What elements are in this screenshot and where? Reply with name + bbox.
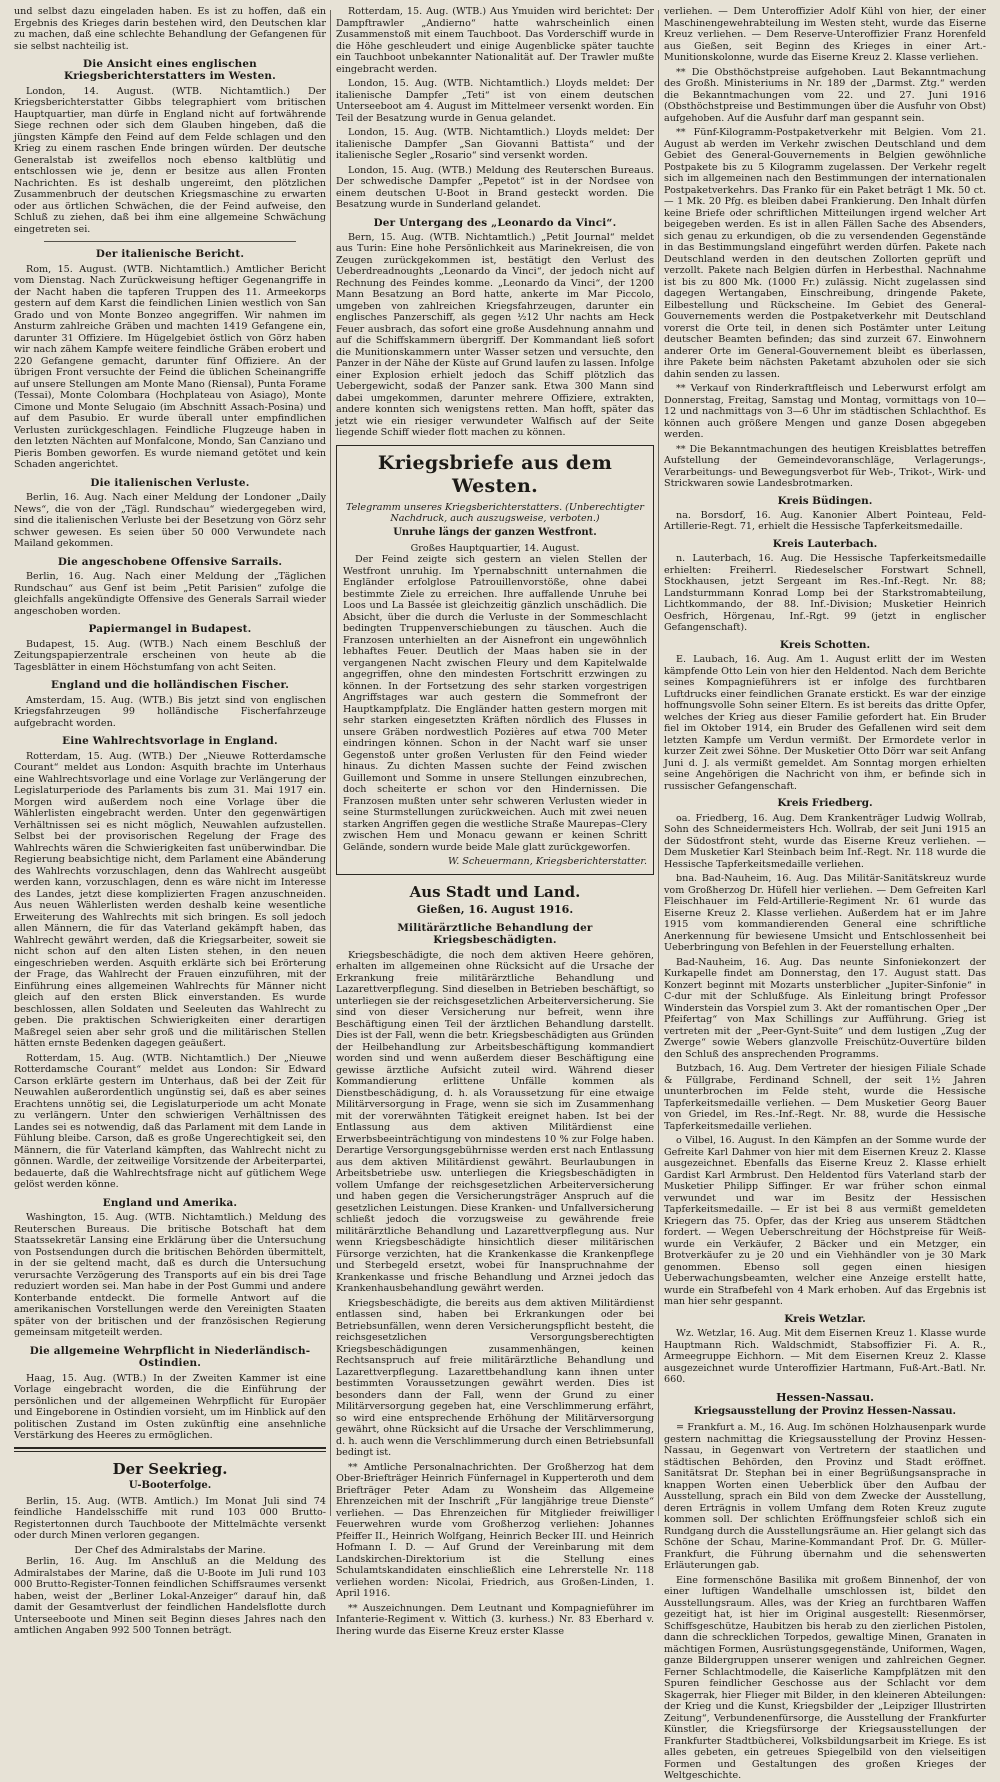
article-paragraph: Kriegsbeschädigte, die bereits aus dem aktiven Militärdienst entlassen sind, haben bei Erkrankungen oder bei Betriebsunfällen, wenn deren Versicherungspflicht besteht, die reichsgesetzlichen Versorgungsberechtigten Kriegsbeschädigungen zusammenhängen, keinen Rechtsanspruch auf freie militärärztliche Behandlung und Lazarettverpflegung. Lazarettbehandlung kann ihnen unter bestimmten Voraussetzungen gewährt werden. Dies ist besonders dann der Fall, wenn der Grund zu einer Militärversorgung gegeben hat, eine Verschlimmerung erfährt, so wird eine entsprechende Erhöhung der Militärversorgung gewährt, ohne Rücksicht auf die Ursache der Verschlimmerung, d. h. auch wenn die Verschlimmerung durch einen Betriebsunfall bedingt ist. [336, 1297, 654, 1459]
column-middle [336, 6, 654, 1637]
article-paragraph: London, 15. Aug. (WTB. Nichtamtlich.) Lloyds meldet: Der italienische Dampfer „Teti“ ist von einem deutschen Unterseeboot am 4. August im Mittelmeer versenkt worden. Ein Teil der Besatzung wurde in Genua gelandet. [336, 78, 654, 124]
article-paragraph: bna. Bad-Nauheim, 16. Aug. Das Militär-Sanitätskreuz wurde vom Großherzog Dr. Hüfell hier verliehen. — Dem Gefreiten Karl Fleischhauer im Feld-Artillerie-Regiment Nr. 61 wurde das Eiserne Kreuz 2. Klasse verliehen. Außerdem hat er im Jahre 1915 vom kommandierenden General eine schriftliche Anerkennung für bewiesene Umsicht und Entschlossenheit bei Ueberbringung von Befehlen in der Feuerstellung erhalten. [664, 873, 986, 954]
newspaper-page [14, 6, 986, 1782]
column-left [14, 6, 326, 1637]
article-paragraph: Berlin, 15. Aug. (WTB. Amtlich.) Im Monat Juli sind 74 feindliche Handelsschiffe mit rund 103 000 Brutto-Registertonnen durch Tauchboote der Mittelmächte versenkt oder durch Minen verloren gegangen. [14, 1495, 326, 1542]
article-paragraph: und selbst dazu eingeladen haben. Es ist zu hoffen, daß ein Ergebnis des Krieges darin bestehen wird, den Deutschen klar zu machen, daß eine schlechte Behandlung der Gefangenen für sie selbst nachteilig ist. [14, 6, 326, 52]
article-paragraph: Der Feind zeigte sich gestern an vielen Stellen der Westfront unruhig. Im Ypernabschnitt unternahmen die Engländer erfolglose Patrouillenvorstöße, ohne dabei bestimmte Ziele zu erreichen. Ihre auffallende Unruhe bei Loos und La Bassée ist gleichzeitig gänzlich unschädlich. Die Absicht, über die durch die Verluste in der Sommeschlacht bedingten Truppenverschiebungen zu täuschen. Auch die Franzosen unterhielten an der Aisnefront ein ungewöhnlich lebhaftes Feuer. Deutlich der Maas haben sie in der vergangenen Nacht zwischen Fleury und dem Kapitelwalde angegriffen, ohne den mindesten Fortschritt erzwingen zu können. In der Fortsetzung des sehr starken vorgestrigen Angriffstages war auch gestern die Sommefront der Hauptkampfplatz. Die Engländer hatten gestern morgen mit sehr starken eingesetzten Kräften nördlich des Flusses in unsere Gräben nordwestlich Pozières auf etwa 700 Meter eindringen können. Schon in der Nacht warf sie unser Gegenstoß unter großen Verlusten für den Feind wieder hinaus. Zu dichten Massen suchte der Feind zwischen Guillemont und Somme in unsere Stellungen einzubrechen, doch scheiterte er schon vor den Hindernissen. Die Franzosen mußten unter sehr schweren Verlusten wieder in seine Sturmstellungen zurückweichen. Auch mit zwei neuen starken Angriffen gegen die westliche Straße Maurepas–Clery zwischen Hem und Monacu gewann er keinen Schritt Gelände, sondern wurde beide Male glatt zurückgeworfen. [343, 554, 647, 853]
article-paragraph: na. Borsdorf, 16. Aug. Kanonier Albert Pointeau, Feld-Artillerie-Regt. 71, erhielt die Hessische Tapferkeitsmedaille. [664, 509, 986, 533]
article-paragraph: Wz. Wetzlar, 16. Aug. Mit dem Eisernen Kreuz 1. Klasse wurde Hauptmann Rich. Waldschmidt, Stabsoffizier Fi. A. R., Armeegruppe Eichhorn. — Mit dem Eisernen Kreuz 2. Klasse ausgezeichnet wurde Unteroffizier Hartmann, Fuß-Art.-Batl. Nr. 660. [664, 1328, 986, 1386]
section-title: Der Seekrieg. [112, 1459, 228, 1478]
district-heading: Kreis Wetzlar. [784, 1312, 866, 1325]
article-headline: Die italienischen Verluste. [90, 476, 250, 489]
article-headline: England und die holländischen Fischer. [50, 679, 290, 692]
subheadline: Kriegsausstellung der Provinz Hessen-Nassau. [694, 1406, 956, 1418]
article-headline: Die Ansicht eines englischen Kriegsberichterstatters im Westen. [64, 58, 276, 83]
article-paragraph: Butzbach, 16. Aug. Dem Vertreter der hiesigen Filiale Schade & Füllgrabe, Ferdinand Schnell, der seit 1½ Jahren ununterbrochen im Felde steht, wurde die Hessische Tapferkeitsmedaille verliehen. — Dem Musketier Georg Bauer von Griedel, im Res.-Inf.-Regt. Nr. 88, wurde die Hessische Tapferkeitsmedaille verliehen. [664, 1063, 986, 1132]
article-paragraph: ** Fünf-Kilogramm-Postpaketverkehr mit Belgien. Vom 21. August ab werden im Verkehr zwischen Deutschland und dem Gebiet des General-Gouvernements in Belgien gewöhnliche Postpakete bis zu 5 Kilogramm zugelassen. Der Verkehr regelt sich im allgemeinen nach den Bestimmungen der internationalen Postpaketverkehrs. Das Franko für ein Paket beträgt 1 Mk. 50 ct. — 1 Mk. 20 Pfg. es bleiben dabei Frankierung. Den Inhalt dürfen keine Briefe oder schriftlichen Mitteilungen irgend welcher Art beigegeben werden. Es ist in allen Fällen Sache des Absenders, sich genau zu erkundigen, ob die zu versendenden Gegenstände in das Bestimmungsland eingeführt werden dürfen. Pakete nach Deutschland werden in den deutschen Zollorten geprüft und verzollt. Pakete nach Belgien dürfen in Herbesthal. Nachnahme ist bis zu 800 Mk. (1000 Fr.) zulässig. Nicht zugelassen sind dagegen Wertangaben, Einschreibung, dringende Pakete, Eilbestellung und Rückscheine. Im Gebiet des General-Gouvernements werden die Postpaketverkehr mit Deutschland vorerst die Orte teil, in denen sich Postämter unter Leitung deutscher Beamten befinden; das sind zurzeit 67. Einwohnern anderer Orte im General-Gouvernement bleibt es überlassen, ihre Pakete beim nächsten Paketamt abzuholen oder sie sich dahin senden zu lassen. [664, 127, 986, 380]
article-paragraph: Rotterdam, 15. Aug. (WTB.) Der „Nieuwe Rotterdamsche Courant“ meldet aus London: Asquith brachte im Unterhaus eine Wahlrechtsvorlage und eine Vorlage zur Verlängerung der Legislaturperiode des Parlaments bis zum 31. Mai 1917 ein. Morgen wird außerdem noch eine Vorlage über die Wählerlisten eingebracht werden. Unter den gegenwärtigen Verhältnissen sei es nicht möglich, Neuwahlen aufzustellen. Selbst bei der provisorischen Regelung der Frage des Wahlrechts wären die Schwierigkeiten fast unüberwindbar. Die Regierung beabsichtige nicht, dem Parlament eine Abänderung des Wahlrechts vorzuschlagen, denn das Wahlrecht ausgeübt werden kann, vorzuschlagen, denn es wäre nicht im Interesse des Landes, jetzt diese komplizierten Fragen anzuschneiden. Aus neuen Wählerlisten werden deshalb keine wesentliche Erweiterung des Wahlrechts mit sich bringen. Es soll jedoch allen Männern, die für das Vaterland gekämpft haben, das Wahlrecht gewährt werden, daß die Kriegsarbeiter, soweit sie nicht schon auf den alten Listen stehen, in den neuen eingeschrieben werden. Asquith erklärte sich bei Erörterung der Frage, das Wahlrecht der Frauen einzuführen, mit der Einführung eines allgemeinen Wahlrechts für Männer nicht gleich auf den ersten Blick einverstanden. Es wurde beschlossen, allen Soldaten und Seeleuten das Wahlrecht zu geben. Die praktischen Schwierigkeiten einer derartigen Maßregel seien aber sehr groß und die militärischen Stellen hätten ernste Bedenken dagegen geäußert. [14, 750, 326, 1050]
article-paragraph: London, 15. Aug. (WTB.) Meldung des Reuterschen Bureaus. Der schwedische Dampfer „Pepetot“ ist in der Nordsee von einem deutschen U-Boot in Brand gesteckt worden. Die Besatzung wurde in Sunderland gelandet. [336, 164, 654, 210]
column-divider [330, 10, 331, 1516]
article-paragraph: London, 15. Aug. (WTB. Nichtamtlich.) Lloyds meldet: Der italienische Dampfer „San Giovanni Battista“ und der italienische Segler „Rosario“ sind versenkt worden. [336, 127, 654, 161]
region-heading: Hessen-Nassau. [776, 1390, 874, 1404]
subheadline: U-Booterfolge. [128, 1479, 212, 1491]
article-headline: Der italienische Bericht. [95, 248, 245, 261]
centered-line: Der Chef des Admiralstabs der Marine. [74, 1544, 266, 1556]
article-headline: Eine Wahlrechtsvorlage in England. [62, 735, 278, 748]
article-paragraph: ** Die Bekanntmachungen des heutigen Kreisblattes betreffen Aufstellung der Gemeindevoranschläge, Verlagerungs-, Verarbeitungs- und Bewegungsverbot für Web-, Trikot-, Wirk- und Strickwaren sowie Landesbrotmarken. [664, 443, 986, 489]
dateline: Gießen, 16. August 1916. [416, 902, 574, 916]
article-paragraph: Budapest, 15. Aug. (WTB.) Nach einem Beschluß der Zeitungspapierzentrale erscheinen von heute ab die Tagesblätter in einem Höchstumfang von acht Seiten. [14, 638, 326, 673]
article-headline: Militärärztliche Behandlung der Kriegsbeschädigten. [397, 921, 593, 947]
district-heading: Kreis Schotten. [779, 638, 871, 651]
article-headline: Der Untergang des „Leonardo da Vinci“. [373, 216, 617, 229]
article-paragraph: Berlin, 16. Aug. Im Anschluß an die Meldung des Admiralstabes der Marine, daß die U-Boote im Juli rund 103 000 Brutto-Register-Tonnen feindlichen Schiffsraumes versenkt haben, weist der „Berliner Lokal-Anzeiger“ darauf hin, daß damit der Gesamtverlust der feindlichen Handelsflotte durch Unterseeboote und Minen seit Beginn dieses Jahres nach den amtlichen Angaben 992 500 Tonnen beträgt. [14, 1556, 326, 1637]
article-paragraph: E. Laubach, 16. Aug. Am 1. August erlitt der im Westen kämpfende Otto Lein von hier den Heldentod. Nach dem Berichte seines Kompagnieführers ist er infolge des furchtbaren Luftdrucks einer feindlichen Granate erstickt. Es war der einzige hoffnungsvolle Sohn seiner Eltern. Es ist bereits das dritte Opfer, welches der Krieg aus dieser Familie gefordert hat. Ein Bruder fiel im Oktober 1914, ein Bruder des Gefallenen wird seit dem letzten Kampfe um Verdun vermißt. Der Ermordete verlor in kurzer Zeit zwei Söhne. Der Musketier Otto Dörr war seit Anfang Juni d. J. als vermißt gemeldet. Am Sonntag morgen erhielten seine Angehörigen die Nachricht von ihm, er befinde sich in russischer Gefangenschaft. [664, 654, 986, 792]
subheadline: Unruhe längs der ganzen Westfront. [393, 526, 597, 538]
article-paragraph: ** Amtliche Personalnachrichten. Der Großherzog hat dem Ober-Briefträger Heinrich Fünfernagel in Kupperteroth und dem Briefträger Peter Adam zu Wonsheim das Allgemeine Ehrenzeichen mit der Inschrift „Für langjährige treue Dienste“ verliehen. — Das Ehrenzeichen für Mitglieder freiwilliger Feuerwehren wurde vom Großherzog verliehen: Johannes Pfeiffer II., Heinrich Wolfgang, Heinrich Becker III. und Heinrich Hofmann I. D. — Auf Grund der Vereinbarung mit dem Landskirchen-Direktorium ist die Stellung eines Schulamtskandidaten einschließlich eine Lehrerstelle Nr. 118 verliehen worden: Nicolai, Friedrich, aus Großen-Linden, 1. April 1916. [336, 1461, 654, 1600]
article-paragraph: verliehen. — Dem Unteroffizier Adolf Kühl von hier, der einer Maschinengewehrabteilung im Westen steht, wurde das Eiserne Kreuz verliehen. — Dem Reserve-Unteroffizier Franz Horenfeld aus Gießen, seit Beginn des Krieges in einer Art.-Munitionskolonne, wurde das Eiserne Kreuz 2. Klasse verliehen. [664, 6, 986, 63]
article-paragraph: Washington, 15. Aug. (WTB. Nichtamtlich.) Meldung des Reuterschen Bureaus. Die britische Botschaft hat dem Staatssekretär Lansing eine Erklärung über die Untersuchung von Postsendungen durch die britischen Behörden übermittelt, in der sie geltend macht, daß es durch die Untersuchung verursachte Verzögerung des Transports auf ein bis drei Tage reduziert worden sei. Man habe in der Post Gummi und andere Konterbande entdeckt. Die formelle Antwort auf die amerikanischen Vorstellungen werde den Vereinigten Staaten später von der britischen und der französischen Regierung gemeinsam mitgeteilt werden. [14, 1212, 326, 1339]
article-paragraph: ** Auszeichnungen. Dem Leutnant und Kompagnieführer im Infanterie-Regiment v. Wittich (3. kurhess.) Nr. 83 Eberhard v. Ihering wurde das Eiserne Kreuz erster Klasse [336, 1602, 654, 1637]
district-heading: Kreis Friedberg. [777, 797, 873, 810]
byline-note: Telegramm unseres Kriegsberichterstatters. (Unberechtigter Nachdruck, auch auszugsweise, verboten.) [346, 501, 644, 525]
article-paragraph: Berlin, 16. Aug. Nach einer Meldung der Londoner „Daily News“, die von der „Tägl. Rundschau“ wiedergegeben wird, sind die italienischen Verluste bei der Besetzung von Görz sehr schwer gewesen. Es seien über 50 000 Verwundete nach Mailand gekommen. [14, 492, 326, 550]
district-heading: Kreis Büdingen. [777, 494, 873, 507]
column-right [664, 6, 986, 1782]
district-heading: Kreis Lauterbach. [772, 537, 878, 550]
article-paragraph: Eine formenschöne Basilika mit großem Binnenhof, der von einer luftigen Wandelhalle umschlossen ist, bildet den Ausstellungsraum. Alles, was der Krieg an furchtbaren Waffen gezeitigt hat, ist hier im Original ausgestellt: Riesenmörser, Schiffsgeschütze, Haubitzen bis herab zu den zierlichen Pistolen, dann die schrecklichen Torpedos, gewaltige Minen, Granaten in mächtigen Formen, Ausrüstungsgegenstände, Uniformen, Wagen, ganze Bildergruppen unserer wenigen und zahlreichen Gegner. Ferner Schlachtmodelle, die Kaiserliche Kampfplätzen mit den Spuren feindlicher Geschosse aus der Schlacht vor dem Skagerrak, hier Flieger mit Bilder, in den kleineren Abteilungen: der Krieg und die Kunst, Kriegsbilder der „Leipziger Illustrirten Zeitung“, Verbundenenfürsorge, die Ausstellung der Frankfurter Künstler, die Kriegsfürsorge der Kriegsausstellungen der Frankfurter Stadtbücherei, Volksbildungsarbeit im Kriege. Es ist alles gebeten, ein getreues Spiegelbild von den vielseitigen Formen und Gestaltungen des großen Krieges der Weltgeschichte. [664, 1574, 986, 1782]
article-paragraph: = Frankfurt a. M., 16. Aug. Im schönen Holzhausenpark wurde gestern nachmittag die Kriegsausstellung der Provinz Hessen-Nassau, in Gegenwart von Vertretern der staatlichen und städtischen Behörden, den Provinz und Stadt eröffnet. Sanitätsrat Dr. Stephan bei in einer Begrüßungsansprache in knappen Worten einen Ueberblick über den Aufbau der Ausstellung, sprach ein Bild von dem Zwecke der Ausstellung, deren Erträgnis in vollem Umfang dem Roten Kreuz zugute kommen soll. Der schlichten Eröffnungsfeier schloß sich ein Rundgang durch die Ausstellungsräume an. Hier gelangt sich das Schöne der Schau, Marine-Kommandant Prof. Dr. G. Müller-Frankfurt, die Führung übernahm und die sehenswerten Erläuterungen gab. [664, 1422, 986, 1572]
article-headline: Die allgemeine Wehrpflicht in Niederländisch-Ostindien. [29, 1344, 311, 1370]
article-headline: Papiermangel in Budapest. [88, 623, 252, 636]
kriegsbriefe-box [336, 445, 654, 875]
section-title: Aus Stadt und Land. [409, 882, 581, 901]
article-paragraph: Bern, 15. Aug. (WTB. Nichtamtlich.) „Petit Journal“ meldet aus Turin: Eine hohe Persönlichkeit aus Marinekreisen, die von Zeugen zurückgekommen ist, bestätigt den Verlust des Ueberdreadnoughts „Leonardo da Vinci“, der jedoch nicht auf Rechnung des Feindes komme. „Leonardo da Vinci“, der 1200 Mann Besatzung an Bord hatte, ankerte im Mar Piccolo, umgeben von zahlreichen Kriegsfahrzeugen, darunter ein englisches Panzerschiff, als gegen ½12 Uhr nachts am Heck Feuer ausbrach, das sofort eine große Ausdehnung annahm und auf die Schiffskammern übergriff. Der Kommandant ließ sofort die Munitionskammern unter Wasser setzen und versuchte, den Panzer in der Nähe der Küste auf Grund laufen zu lassen. Infolge einer Explosion erhielt jedoch das Schiff plötzlich das Uebergewicht, sodaß der Panzer sank. Etwa 300 Mann sind dabei umgekommen, darunter mehrere Offiziere, extrakten, andere konnten sich wenigstens retten. Man hofft, später das jetzt wie ein riesiger verwundeter Walfisch auf der Seite liegende Schiff wieder flott machen zu können. [336, 231, 654, 439]
separator-rule [44, 241, 296, 242]
centered-line: Großes Hauptquartier, 14. August. [410, 542, 580, 554]
article-paragraph: Rotterdam, 15. Aug. (WTB.) Aus Ymuiden wird berichtet: Der Dampftrawler „Andierno“ hatte wahrscheinlich einen Zusammenstoß mit einem Tauchboot. Das Vorderschiff wurde in die Höhe geschleudert und einige Augenblicke später tauchte ein Tauchboot unbekannter Nationalität auf. Der Trawler mußte eingebracht werden. [336, 6, 654, 75]
double-rule [14, 1447, 326, 1452]
article-paragraph: Rotterdam, 15. Aug. (WTB. Nichtamtlich.) Der „Nieuwe Rotterdamsche Courant“ meldet aus London: Sir Edward Carson erklärte gestern im Unterhaus, daß bei der Zeit für Neuwahlen außerordentlich ungünstig sei, daß es aber seines Erachtens unnötig sei, die Legislaturperiode um acht Monate zu verlängern. Unter den schwierigen Verhältnissen des Landes sei es notwendig, daß das Parlament mit dem Lande in Fühlung bleibe. Carson, daß es große Ungerechtigkeit sei, den Männern, die für Vaterland kämpften, das Wahlrecht nicht zu gönnen. Wardle, der zeitweilige Vorsitzende der Arbeiterpartei, bedauerte, daß die Wahlrechtsfrage nicht auf gütlichem Wege gelöst werden könne. [14, 1052, 326, 1191]
article-paragraph: Bad-Nauheim, 16. Aug. Das neunte Sinfoniekonzert der Kurkapelle findet am Donnerstag, den 17. August statt. Das Konzert beginnt mit Mozarts unsterblicher „Jupiter-Sinfonie“ in C-dur mit der Schlußfuge. Als Einleitung bringt Professor Winderstein das Vorspiel zum 3. Akt der romantischen Oper „Der Pfeifertag“ von Max Schillings zur Aufführung. Grieg ist vertreten mit der „Peer-Gynt-Suite“ und dem lustigen „Zug der Zwerge“ sowie Webers glanzvolle Freischütz-Ouvertüre bilden den Schluß des ansprechenden Programms. [664, 956, 986, 1060]
article-paragraph: ** Verkauf von Rinderkraftfleisch und Leberwurst erfolgt am Donnerstag, Freitag, Samstag und Montag, vormittags von 10—12 und nachmittags von 3—6 Uhr im städtischen Schlachthof. Es können auch größere Mengen und ganze Dosen abgegeben werden. [664, 383, 986, 440]
article-paragraph: Haag, 15. Aug. (WTB.) In der Zweiten Kammer ist eine Vorlage eingebracht worden, die die Einführung der persönlichen und der allgemeinen Wehrpflicht für Europäer und Eingeborene in Ostindien vorsieht, um im Hinblick auf den politischen Zustand im Osten zukünftig eine ansehnliche Verstärkung des Heeres zu ermöglichen. [14, 1372, 326, 1442]
kriegsbriefe-title: Kriegsbriefe aus dem Westen. [377, 451, 613, 497]
article-headline: Die angeschobene Offensive Sarrails. [57, 555, 283, 568]
article-paragraph: o Vilbel, 16. August. In den Kämpfen an der Somme wurde der Gefreite Karl Dahmer von hier mit dem Eisernen Kreuz 2. Klasse ausgezeichnet. Ebenfalls das Eiserne Kreuz 2. Klasse erhielt Gardist Karl Armbrust. Den Heldentod fürs Vaterland starb der Musketier Philipp Siffinger. Er war früher schon einmal verwundet und war im Besitz der Hessischen Tapferkeitsmedaille. — Er ist bei 8 aus vermißt gemeldeten Kriegern das 75. Opfer, das der Krieg aus unserem Städtchen fordert. — Wegen Ueberschreitung der Höchstpreise für Weiß- wurde ein Verkäufer, 2 Bäcker und ein Metzger, ein Brotverkäufer zu je 20 und ein Viehhändler von je 30 Mark genommen. Ebenso soll gegen einen hiesigen Ueberwachungsbeamten, welcher eine Anzeige erstellt hatte, wurde ein Strafbefehl von 4 Mark erhoben. Auf das Ergebnis ist man hier sehr gespannt. [664, 1135, 986, 1308]
article-paragraph: Kriegsbeschädigte, die noch dem aktiven Heere gehören, erhalten im allgemeinen ohne Rücksicht auf die Ursache der Erkrankung freie militärärztliche Behandlung und Lazarettverpflegung. Sind dieselben in Betrieben beschäftigt, so unterliegen sie der reichsgesetzlichen Arbeiterversicherung. Sie sind von dieser Versicherung nur befreit, wenn ihre Beschäftigung einen Teil der ärztlichen Behandlung darstellt. Dies ist der Fall, wenn die betr. Kriegsbeschädigten aus Gründen der Heilbehandlung zur Arbeitsbeschäftigung kommandiert worden sind und wenn außerdem dieser Beschäftigung eine gewisse ärztliche Aufsicht zuteil wird. Während dieser Kommandierung erlittene Unfälle kommen als Dienstbeschädigung, d. h. als Voraussetzung für eine etwaige Militärversorgung in Frage, wenn sie sich im Zusammenhang mit der vorerwähnten Tätigkeit ereignet haben. Ist bei der Entlassung aus dem aktiven Militärdienst eine Erwerbsbeeinträchtigung von mindestens 10 % zur Folge haben. Derartige Versorgungsgebührnisse werden erst nach Entlassung aus dem aktiven Militärdienst gewährt. Beurlaubungen in Arbeitsbetriebe usw. unterliegen die Kriegsbeschädigten in vollem Umfange der reichsgesetzlichen Arbeiterversicherung und haben gegen die Versicherungsträger Anspruch auf die gesetzlichen Leistungen. Diese Kranken- und Unfallversicherung schließt jedoch die vorzugsweise zu gewährende freie militärärztliche Behandlung und Lazarettverpflegung aus. Nur wenn Kriegsbeschädigte hinsichtlich dieser militärischen Fürsorge verzichten, hat die Krankenkasse die Krankenpflege und Sterbegeld ersetzt, wobei für Inanspruchnahme der Krankenkasse und frische Behandlung und Arznei jedoch das Krankenhausbehandlung gewährt werden. [336, 949, 654, 1295]
correspondent-signature: W. Scheuermann, Kriegsberichterstatter. [448, 856, 647, 868]
article-paragraph: London, 14. August. (WTB. Nichtamtlich.) Der Kriegsberichterstatter Gibbs telegraphiert vom britischen Hauptquartier, man dürfe in England nicht auf fortwährende Siege rechnen oder sich dem Glauben hingeben, daß die jüngsten Kämpfe den Feind auf dem Felde schlagen und den Krieg zu einem raschen Ende bringen würden. Der deutsche Generalstab ist zweifellos noch ebenso kaltblütig und entschlossen wie je, denn er besitze aus allen Fronten Nachrichten. Es ist deshalb ungereimt, den plötzlichen Zusammenbruch der deutschen Kriegsmaschine zu erwarten oder aus örtlichen Schwächen, die der Feind aufweise, den Schluß zu ziehen, daß bei ihm eine allgemeine Schwächung eingetreten sei. [14, 85, 326, 235]
article-paragraph: Amsterdam, 15. Aug. (WTB.) Bis jetzt sind von englischen Kriegsfahrzeugen 99 holländische Fischerfahrzeuge aufgebracht worden. [14, 694, 326, 729]
article-paragraph: n. Lauterbach, 16. Aug. Die Hessische Tapferkeitsmedaille erhielten: Freiherrl. Riedeselscher Forstwart Schnell, Stockhausen, jetzt Sergeant im Res.-Inf.-Regt. Nr. 88; Landsturmmann Konrad Lomp bei der Starkstromabteilung, Lichtkommando, der 88. Inf.-Division; Musketier Heinrich Oesfrich, Hörgenau, Inf.-Rgt. 99 (jetzt in englischer Gefangenschaft). [664, 553, 986, 634]
column-divider [658, 10, 659, 1516]
article-headline: England und Amerika. [102, 1196, 238, 1209]
article-paragraph: Berlin, 16. Aug. Nach einer Meldung der „Täglichen Rundschau“ aus Genf ist beim „Petit Parisien“ zufolge die gleichfalls angekündigte Offensive des Generals Sarrail wieder angeschoben worden. [14, 571, 326, 617]
article-paragraph: Rom, 15. August. (WTB. Nichtamtlich.) Amtlicher Bericht vom Dienstag. Nach Zurückweisung heftiger Gegenangriffe in der Nacht haben die tapferen Truppen des 11. Armeekorps gestern auf dem Karst die feindlichen Linien westlich von San Grado und von Monte Bonzeo angegriffen. Wir nahmen im Ansturm zahlreiche Gräben und machten 1419 Gefangene ein, darunter 31 Offiziere. Im Hügelgebiet östlich von Görz haben wir nach zähem Kampfe weitere feindliche Gräben erobert und 220 Gefangene gemacht, darunter fünf Offiziere. An der übrigen Front versuchte der Feind die üblichen Scheinangriffe auf unsere Stellungen am Monte Mano (Riensal), Punta Forame (Tessai), Monte Colombara (Hochplateau von Asiago), Monte Cimone und Monte Selugaio (im Abschnitt Assach-Posina) und auf dem Pasubio. Er wurde überall unter empfindlichen Verlusten zurückgeschlagen. Feindliche Flugzeuge haben in den letzten Nächten auf Monfalcone, Mondo, San Canziano und Pieris Bomben geworfen. Es wurde niemand getötet und kein Schaden angerichtet. [14, 263, 326, 471]
article-paragraph: ** Die Obsthöchstpreise aufgehoben. Laut Bekanntmachung des Großh. Ministeriums in Nr. 189 der „Darmst. Ztg.“ werden die Bekanntmachungen vom 22. und 27. Juni 1916 (Obsthöchstpreise und Bestimmungen über die Ausfuhr von Obst) aufgehoben. Auf die Ausfuhr darf man gespannt sein. [664, 66, 986, 124]
article-paragraph: oa. Friedberg, 16. Aug. Dem Krankenträger Ludwig Wollrab, Sohn des Schneidermeisters Hch. Wollrab, der seit Juni 1915 an der Südostfront steht, wurde das Eiserne Kreuz verliehen. — Dem Musketier Karl Steinbach beim Inf.-Regt. Nr. 118 wurde die Hessische Tapferkeitsmedaille verliehen. [664, 812, 986, 870]
